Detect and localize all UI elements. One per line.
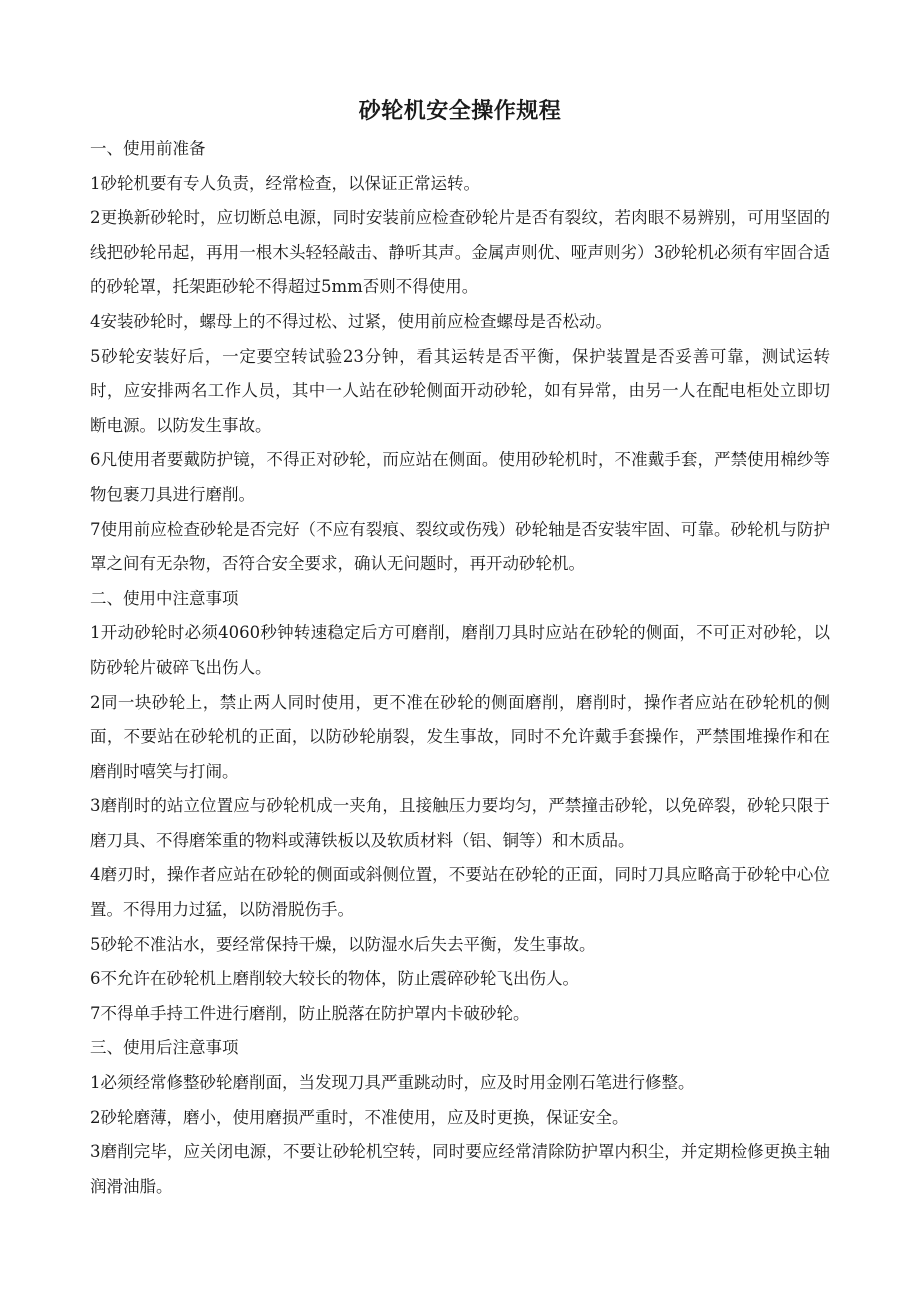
paragraph: 3磨削时的站立位置应与砂轮机成一夹角，且接触压力要均匀，严禁撞击砂轮，以免碎裂，砂轮只限于磨刀具、不得磨笨重的物料或薄铁板以及软质材料（铝、铜等）和木质品。 (90, 796, 830, 850)
section-heading-before-use: 一、使用前准备 (90, 139, 206, 158)
paragraph: 7不得单手持工件进行磨削，防止脱落在防护罩内卡破砂轮。 (90, 1003, 530, 1023)
paragraph: 1砂轮机要有专人负责，经常检查，以保证正常运转。 (90, 173, 480, 193)
paragraph: 3磨削完毕，应关闭电源，不要让砂轮机空转，同时要应经常清除防护罩内积尘，并定期检修更换主轴润滑油脂。 (90, 1142, 830, 1196)
paragraph: 4磨刃时，操作者应站在砂轮的侧面或斜侧位置，不要站在砂轮的正面，同时刀具应略高于砂轮中心位置。不得用力过猛，以防滑脱伤手。 (90, 865, 830, 920)
document-title: 砂轮机安全操作规程 (358, 98, 562, 124)
section-heading-during-use: 二、使用中注意事项 (90, 588, 239, 608)
paragraph: 6凡使用者要戴防护镜，不得正对砂轮，而应站在侧面。使用砂轮机时，不准戴手套，严禁使用棉纱等物包裹刀具进行磨削。 (90, 450, 830, 504)
paragraph: 2同一块砂轮上，禁止两人同时使用，更不准在砂轮的侧面磨削，磨削时，操作者应站在砂轮机的侧面，不要站在砂轮机的正面，以防砂轮崩裂，发生事故，同时不允许戴手套操作，严禁围堆操作和在磨削时嘻笑与打闹。 (90, 692, 830, 781)
paragraph: 1必须经常修整砂轮磨削面，当发现刀具严重跳动时，应及时用金刚石笔进行修整。 (90, 1073, 695, 1093)
paragraph: 4安装砂轮时，螺母上的不得过松、过紧，使用前应检查螺母是否松动。 (90, 311, 612, 331)
paragraph: 2砂轮磨薄，磨小，使用磨损严重时，不准使用，应及时更换，保证安全。 (90, 1107, 629, 1127)
paragraph: 5砂轮安装好后，一定要空转试验23分钟，看其运转是否平衡，保护装置是否妥善可靠，测试运转时，应安排两名工作人员，其中一人站在砂轮侧面开动砂轮，如有异常，由另一人在配电柜处立即切断电源。以防发生事故。 (90, 346, 830, 435)
paragraph: 2更换新砂轮时，应切断总电源，同时安装前应检查砂轮片是否有裂纹，若肉眼不易辨别，可用坚固的线把砂轮吊起，再用一根木头轻轻敲击、静听其声。金属声则优、哑声则劣）3砂轮机必须有牢固合适的砂轮罩，托架距砂轮不得超过5mm否则不得使用。 (90, 208, 830, 297)
paragraph: 5砂轮不准沾水，要经常保持干燥，以防湿水后失去平衡，发生事故。 (90, 934, 596, 954)
paragraph: 7使用前应检查砂轮是否完好（不应有裂痕、裂纹或伤残）砂轮轴是否安装牢固、可靠。砂轮机与防护罩之间有无杂物，否符合安全要求，确认无问题时，再开动砂轮机。 (90, 519, 830, 574)
paragraph: 6不允许在砂轮机上磨削较大较长的物体，防止震碎砂轮飞出伤人。 (90, 969, 579, 989)
paragraph: 1开动砂轮时必须4060秒钟转速稳定后方可磨削，磨削刀具时应站在砂轮的侧面，不可正对砂轮，以防砂轮片破碎飞出伤人。 (90, 623, 830, 677)
section-heading-after-use: 三、使用后注意事项 (90, 1038, 239, 1058)
